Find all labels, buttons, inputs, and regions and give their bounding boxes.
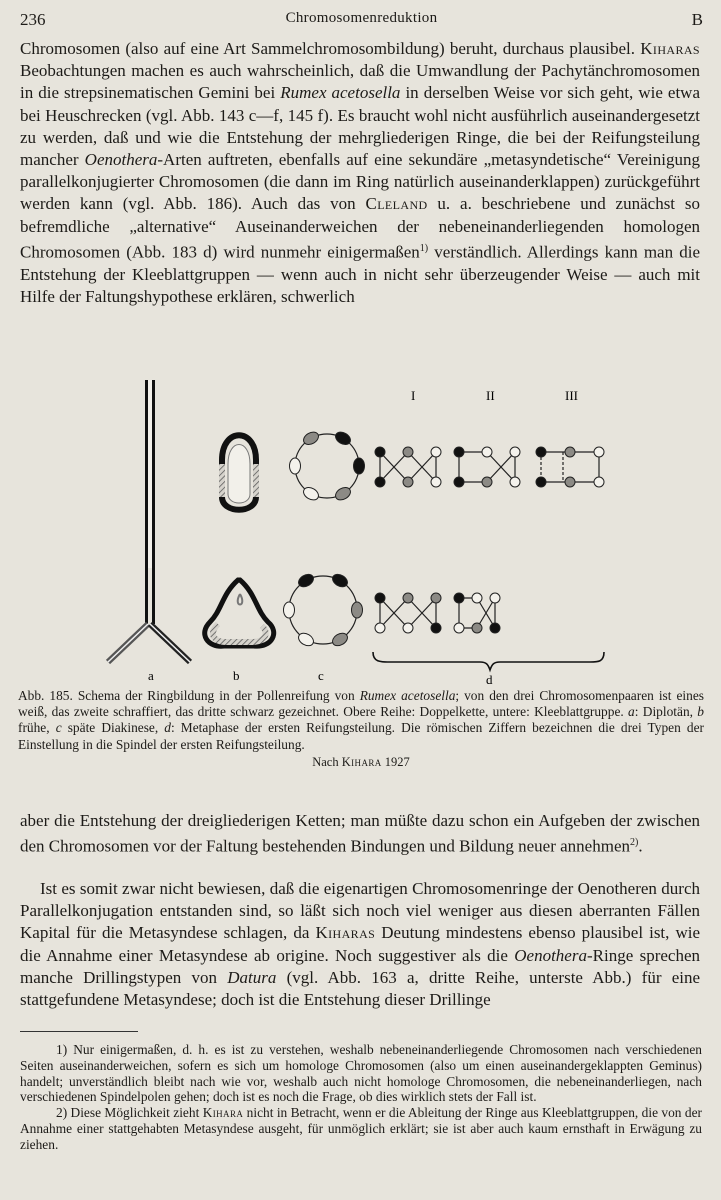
chromosome-bead bbox=[454, 593, 464, 603]
chromosome-bead bbox=[403, 623, 413, 633]
chromosome-chain bbox=[375, 593, 441, 633]
chromosome-bead bbox=[403, 447, 413, 457]
chromosome-bead bbox=[594, 447, 604, 457]
chromosome-bead bbox=[472, 623, 482, 633]
footnotes bbox=[20, 1042, 702, 1153]
page-header bbox=[20, 10, 703, 32]
panel-label-c: c bbox=[318, 668, 324, 683]
chromosome-oval bbox=[352, 602, 363, 618]
panel-label-d: d bbox=[486, 672, 493, 687]
species-name: Rumex acetosella bbox=[280, 83, 401, 103]
chromosome-bead bbox=[375, 593, 385, 603]
chromosome-bead bbox=[510, 447, 520, 457]
chromosome-chain bbox=[536, 447, 604, 487]
chromosome-chain bbox=[454, 447, 520, 487]
chromosome-bead bbox=[454, 623, 464, 633]
footnote-2: 2) Diese Möglichkeit zieht Kihara nicht in Betracht, wenn er die Ableitung der Ringe aus Kleeblattgruppen, die von der Annahme einer stattgehabten Metasyndese ausgeht, für unmöglich erklärt; sie ist aber auch kaum ernsthaft in Erwägung zu ziehen. bbox=[20, 1105, 702, 1152]
ring-formation-diagram bbox=[0, 372, 721, 692]
chromosome-oval bbox=[354, 458, 365, 474]
chromosome-bead bbox=[431, 623, 441, 633]
type-label-1: I bbox=[411, 388, 416, 403]
chromosome-oval bbox=[333, 430, 352, 448]
signature-mark: B bbox=[691, 10, 703, 29]
footnote-1: 1) Nur einigermaßen, d. h. es ist zu verstehen, weshalb nebeneinanderliegende Chromosomen nach verschiedenen Seiten auseinanderweichen, sofern es sich um homologe Chromosomen (also um einen auseinandergeklappten Geminus) handelt; unverständlich bleibt nach wie vor, weshalb auch nicht homologe Chromosomen, die nebeneinanderliegen, nach verschiedenen Spindelpolen gehen; doch ist es noch die Frage, ob dies wirklich stets der Fall ist. bbox=[20, 1042, 702, 1105]
chromosome-chain bbox=[454, 593, 500, 633]
footnote-divider bbox=[20, 1031, 138, 1032]
chromosome-oval bbox=[330, 572, 349, 590]
panel-a-top bbox=[145, 380, 155, 568]
author-name: Kiharas bbox=[315, 923, 376, 943]
paragraph-2: aber die Entstehung der dreigliederigen Ketten; man müßte dazu schon ein Aufgeben der zwischen den Chromosomen vor der Faltung bestehenden Bindungen und Bildung neuer annehmen$^{2)}$. bbox=[20, 811, 700, 856]
author-name: Cleland bbox=[365, 194, 428, 214]
chromosome-bead bbox=[454, 447, 464, 457]
panel-d-brace bbox=[373, 652, 604, 670]
chromosome-bead bbox=[472, 593, 482, 603]
chromosome-oval bbox=[290, 458, 301, 474]
panel-a-bottom bbox=[108, 562, 190, 662]
figure-185 bbox=[0, 372, 721, 692]
panel-c-top-ring bbox=[290, 430, 365, 503]
type-label-2: II bbox=[486, 388, 495, 403]
chromosome-bead bbox=[431, 593, 441, 603]
genus-name: Oenothera bbox=[84, 150, 158, 170]
chromosome-bead bbox=[375, 477, 385, 487]
chromosome-bead bbox=[594, 477, 604, 487]
chromosome-bead bbox=[490, 593, 500, 603]
chromosome-bead bbox=[431, 477, 441, 487]
chromosome-bead bbox=[454, 477, 464, 487]
chromosome-bead bbox=[490, 623, 500, 633]
author-name: Kiharas bbox=[640, 39, 700, 58]
chromosome-bead bbox=[536, 477, 546, 487]
paragraph-3: Ist es somit zwar nicht bewiesen, daß die eigenartigen Chromosomenringe der Oenotheren durch Parallelkonjugation entstanden sind, so läßt sich noch viel weniger aus diesen aberranten Fällen Kapital für die Metasyndese schlagen, da Kiharas Deutung mindestens ebenso plausibel ist, wie die Annahme einer Metasyndese ab origine. Noch suggestiver als die Oenothera-Ringe sprechen manche Drillingstypen von Datura (vgl. Abb. 163 a, dritte Reihe, unterste Abb.) für eine stattgefundene Metasyndese; doch ist die Entstehung dieser Drillinge bbox=[20, 879, 701, 1010]
panel-b-top bbox=[222, 435, 256, 510]
panel-label-a: a bbox=[148, 668, 154, 683]
paragraph-1: Chromosomen (also auf eine Art Sammelchromosombildung) beruht, durchaus plausibel. Kiharas Beobachtungen machen es auch wahrscheinlich, daß die Umwandlung der Pachytänchromosomen in die strepsinematischen Gemini bei Rumex acetosella in derselben Weise vor sich geht, wie etwa bei Heuschrecken (vgl. Abb. 143 c—f, 145 f). Es braucht wohl nicht ausführlich auseinandergesetzt zu werden, daß und wie die Entstehung der mehrgliederigen Ringe, die bei der Reifungsteilung mancher Oenothera-Arten auftreten, ebenfalls auf eine sekundäre „metasyndetische“ Vereinigung parallelkonjugierter Chromosomen (die dann im Ring natürlich auseinanderklappen) zurückgeführt werden kann (vgl. Abb. 186). Auch das von Cleland u. a. beschriebene und zunächst so befremdliche „alternative“ Auseinanderweichen der nebeneinanderliegenden homologen Chromosomen (Abb. 183 d) wird nunmehr einigermaßen$^{1)}$ verständlich. Allerdings kann man die Entstehung der Kleeblattgruppen — wenn auch in nicht sehr überzeugender Weise — auch mit Hilfe der Faltungshypothese erklären, schwerlich bbox=[20, 39, 700, 306]
figure-credit: Nach Kihara 1927 bbox=[312, 754, 410, 769]
chromosome-bead bbox=[403, 477, 413, 487]
chromosome-bead bbox=[375, 623, 385, 633]
chromosome-bead bbox=[375, 447, 385, 457]
figure-caption: Abb. 185. Schema der Ringbildung in der Pollenreifung von Rumex acetosella; von den drei Chromosomenpaaren ist eines weiß, das zweite schraffiert, das dritte schwarz gezeichnet. Obere Reihe: Doppelkette, untere: Kleeblattgruppe. a: Diplotän, b frühe, c späte Diakinese, d: Metaphase der ersten Reifungsteilung. Die römischen Ziffern bezeichnen die drei Typen der Einstellung in die Spindel der ersten Reifungsteilung. Nach Kihara 1927 bbox=[18, 688, 704, 769]
page-number: 236 bbox=[20, 10, 46, 29]
running-title: Chromosomenreduktion bbox=[285, 10, 438, 26]
chromosome-bead bbox=[536, 447, 546, 457]
chromosome-oval bbox=[296, 572, 315, 590]
chromosome-oval bbox=[301, 485, 320, 503]
chromosome-oval bbox=[301, 430, 320, 448]
chromosome-bead bbox=[510, 477, 520, 487]
chromosome-oval bbox=[330, 631, 349, 649]
panel-c-bottom-ring bbox=[284, 572, 363, 648]
chromosome-bead bbox=[403, 593, 413, 603]
chromosome-bead bbox=[482, 477, 492, 487]
species-name: Rumex acetosella bbox=[359, 688, 456, 703]
footnote-ref: 1) bbox=[419, 242, 429, 254]
chromosome-oval bbox=[284, 602, 295, 618]
panel-d-chains bbox=[375, 447, 604, 633]
type-label-3: III bbox=[565, 388, 578, 403]
chromosome-bead bbox=[565, 447, 575, 457]
footnote-ref: 2) bbox=[630, 837, 639, 849]
chromosome-oval bbox=[296, 631, 315, 649]
chromosome-chain bbox=[375, 447, 441, 487]
chromosome-bead bbox=[565, 477, 575, 487]
panel-b-bottom bbox=[205, 580, 274, 646]
chromosome-bead bbox=[482, 447, 492, 457]
panel-label-b: b bbox=[233, 668, 240, 683]
chromosome-oval bbox=[333, 485, 352, 503]
chromosome-bead bbox=[431, 447, 441, 457]
